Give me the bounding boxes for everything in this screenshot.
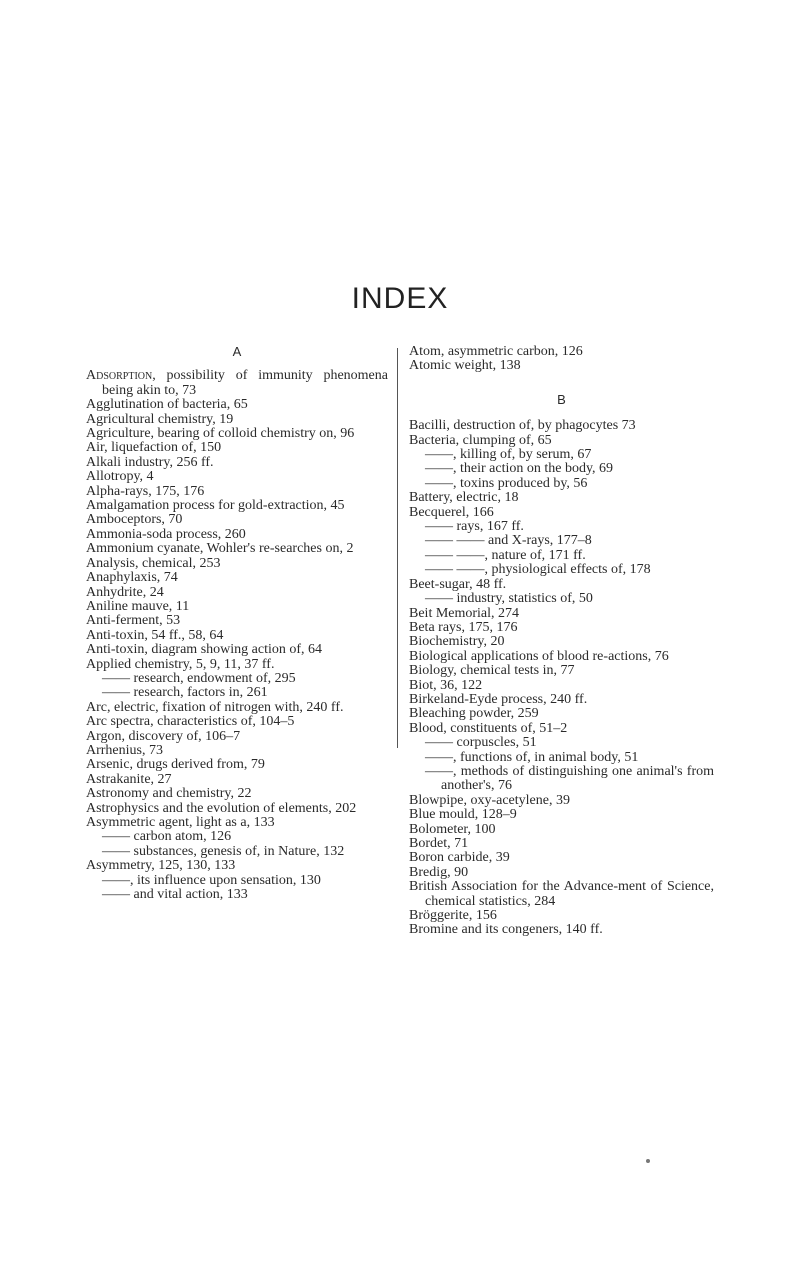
index-entry: Bleaching powder, 259 — [409, 706, 539, 722]
index-entry: Atomic weight, 138 — [409, 358, 521, 374]
index-entry: Anti-ferment, 53 — [86, 613, 181, 629]
index-entry: —— and vital action, 133 — [102, 887, 248, 903]
index-entry: Beet-sugar, 48 ff. — [409, 576, 507, 592]
index-entry: Amalgamation process for gold-extraction, 45 — [86, 498, 345, 514]
index-entry: —— industry, statistics of, 50 — [425, 591, 593, 607]
index-entry: Asymmetry, 125, 130, 133 — [86, 858, 236, 874]
index-entry: Birkeland-Eyde process, 240 ff. — [409, 691, 588, 707]
index-entry: Aniline mauve, 11 — [86, 598, 190, 614]
index-entry: ——, their action on the body, 69 — [425, 461, 614, 477]
index-entry: Astrakanite, 27 — [86, 771, 172, 787]
index-entry: Bordet, 71 — [409, 836, 469, 851]
index-entry: Boron carbide, 39 — [409, 850, 510, 866]
right-column — [409, 345, 714, 938]
index-entry: Blowpipe, oxy-acetylene, 39 — [409, 792, 570, 808]
printing-mark — [646, 1159, 650, 1163]
index-entry: —— research, factors in, 261 — [102, 685, 268, 701]
index-entry: Blood, constituents of, 51–2 — [409, 720, 568, 736]
page-title: INDEX — [351, 282, 449, 315]
index-entry: Biochemistry, 20 — [409, 634, 505, 650]
left-column — [86, 345, 388, 902]
index-entry: Biot, 36, 122 — [409, 677, 483, 693]
column-divider — [397, 348, 398, 748]
index-entry: Bacilli, destruction of, by phagocytes 73 — [409, 418, 636, 434]
index-entry: —— —— and X-rays, 177–8 — [425, 533, 592, 549]
index-entry: Bromine and its congeners, 140 ff. — [409, 922, 603, 938]
index-entry: Analysis, chemical, 253 — [86, 555, 221, 571]
entry-rest: , possibility of immunity phenomena being akin to, 73 — [102, 368, 388, 398]
index-entry: Bacteria, clumping of, 65 — [409, 432, 552, 448]
index-entry: Atom, asymmetric carbon, 126 — [409, 344, 583, 359]
section-letter-a: A — [232, 344, 242, 359]
index-entry: Biology, chemical tests in, 77 — [409, 663, 575, 679]
index-entry: ——, its influence upon sensation, 130 — [102, 872, 321, 888]
index-entry: —— carbon atom, 126 — [102, 829, 232, 845]
index-entry: Anti-toxin, diagram showing action of, 64 — [86, 642, 323, 658]
index-entry: Asymmetric agent, light as a, 133 — [86, 815, 275, 830]
right-entries-list — [409, 419, 714, 938]
index-entry: Biological applications of blood re-actions, 76 — [409, 648, 669, 664]
index-entry: Astronomy and chemistry, 22 — [86, 786, 252, 802]
index-entry: Anhydrite, 24 — [86, 584, 164, 600]
index-entry: Blue mould, 128–9 — [409, 807, 517, 823]
right-top-entries-list — [409, 345, 714, 374]
index-entry: Anti-toxin, 54 ff., 58, 64 — [86, 627, 224, 643]
index-entry: Astrophysics and the evolution of elements, 202 — [86, 800, 357, 816]
index-entry: Alkali industry, 256 ff. — [86, 454, 214, 470]
section-letter-b: B — [557, 391, 566, 407]
left-entries-list — [86, 398, 388, 902]
index-entry: —— rays, 167 ff. — [425, 519, 524, 535]
index-entry: ——, methods of distinguishing one animal's from another's, 76 — [425, 763, 714, 794]
index-entry: British Association for the Advance-ment of Science, chemical statistics, 284 — [409, 879, 714, 909]
index-entry: Ammonia-soda process, 260 — [86, 526, 246, 542]
index-entry: ——, functions of, in animal body, 51 — [425, 749, 639, 765]
index-entry: Arrhenius, 73 — [86, 742, 163, 758]
index-entry: Agricultural chemistry, 19 — [86, 411, 234, 427]
index-entry: Allotropy, 4 — [86, 469, 154, 485]
index-entry — [86, 369, 388, 398]
index-entry: Agglutination of bacteria, 65 — [86, 397, 248, 413]
index-entry: Arsenic, drugs derived from, 79 — [86, 757, 265, 773]
index-entry: Applied chemistry, 5, 9, 11, 37 ff. — [86, 656, 275, 672]
index-entry: Alpha-rays, 175, 176 — [86, 483, 205, 499]
index-entry: Amboceptors, 70 — [86, 512, 183, 528]
index-entry: Bolometer, 100 — [409, 821, 496, 837]
index-entry: ——, killing of, by serum, 67 — [425, 447, 592, 463]
index-entry: Battery, electric, 18 — [409, 490, 519, 506]
index-entry: ——, toxins produced by, 56 — [425, 475, 588, 491]
index-entry: Becquerel, 166 — [409, 504, 494, 520]
index-entry: Ammonium cyanate, Wohler's re-searches on, 2 — [86, 541, 354, 557]
index-entry: Agriculture, bearing of colloid chemistry on, 96 — [86, 426, 355, 442]
index-entry: —— ——, nature of, 171 ff. — [425, 547, 586, 563]
index-entry: Air, liquefaction of, 150 — [86, 440, 222, 456]
index-entry: —— ——, physiological effects of, 178 — [425, 562, 651, 578]
entry-head: Adsorption — [86, 368, 153, 384]
index-entry: —— substances, genesis of, in Nature, 132 — [102, 843, 345, 859]
index-entry: —— corpuscles, 51 — [425, 735, 537, 751]
index-entry: Beit Memorial, 274 — [409, 605, 520, 621]
index-entry: Arc spectra, characteristics of, 104–5 — [86, 714, 295, 730]
index-entry: Arc, electric, fixation of nitrogen with, 240 ff. — [86, 699, 344, 715]
index-entry: Bröggerite, 156 — [409, 908, 497, 924]
index-entry: Bredig, 90 — [409, 864, 469, 880]
index-entry: Argon, discovery of, 106–7 — [86, 728, 241, 744]
index-entry: Anaphylaxis, 74 — [86, 570, 178, 586]
index-entry: —— research, endowment of, 295 — [102, 670, 296, 686]
index-entry: Beta rays, 175, 176 — [409, 619, 518, 635]
